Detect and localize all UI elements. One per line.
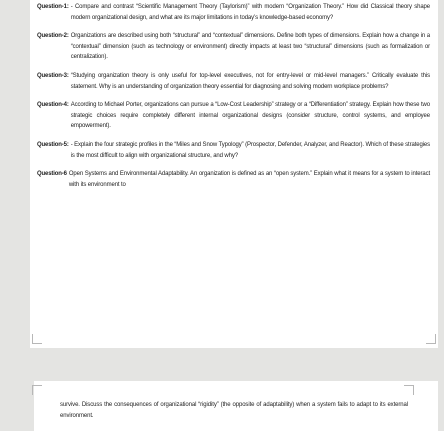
margin-corner-mark <box>32 334 42 344</box>
margin-corner-mark <box>426 334 436 344</box>
question-6-continuation: survive. Discuss the consequences of organizational “rigidity” (the opposite of adaptability) when a system fails to adapt to its external environment. <box>60 402 408 419</box>
question-text: - Explain the four strategic profiles in the “Miles and Snow Typology” (Prospector, Defender, Analyzer, and Reactor). Which of these strategies is the most difficult to align with organizational structure, and why? <box>70 141 430 159</box>
question-label: Question-5: <box>37 141 69 148</box>
question-text: “Studying organization theory is only useful for top-level executives, not for entry-level or mid-level managers.” Critically evaluate this statement. Why is an understanding of organization theory essential for diagnosing and solving modern workplace problems? <box>70 72 430 90</box>
question-text: According to Michael Porter, organizations can pursue a “Low-Cost Leadership” strategy or a “Differentiation” strategy. Explain how these two strategic choices require completely different internal organizational designs (consider structure, control systems, and employee empowerment). <box>70 102 430 130</box>
question-label: Question-4: <box>37 102 69 109</box>
question-label: Question-3: <box>37 72 69 79</box>
question-5 <box>37 140 430 161</box>
margin-corner-mark <box>32 385 42 395</box>
question-label: Question-6 <box>37 171 67 178</box>
document-page <box>30 0 438 348</box>
question-6 <box>37 169 430 190</box>
question-label: Question-1: <box>37 4 69 10</box>
question-text: Organizations are described using both “structural” and “contextual” dimensions. Define both types of dimensions. Explain how a change in a “contextual” dimension (such as technology or environment) directly impacts at least two “structural” dimensions (such as formalization or centralization). <box>70 33 430 61</box>
question-3 <box>37 71 430 92</box>
margin-corner-mark <box>404 385 414 395</box>
question-text: - Compare and contrast “Scientific Management Theory (Taylorism)” with modern “Organization Theory.” How did Classical theory shape modern organizational design, and what are its major limitations in today’s knowledge-based economy? <box>70 4 430 21</box>
question-text: Open Systems and Environmental Adaptability. An organization is defined as an “open system.” Explain what it means for a system to interact with its environment to <box>68 171 430 188</box>
question-2 <box>37 31 430 63</box>
question-label: Question-2: <box>37 33 69 40</box>
question-1 <box>37 2 430 23</box>
question-4 <box>37 100 430 132</box>
